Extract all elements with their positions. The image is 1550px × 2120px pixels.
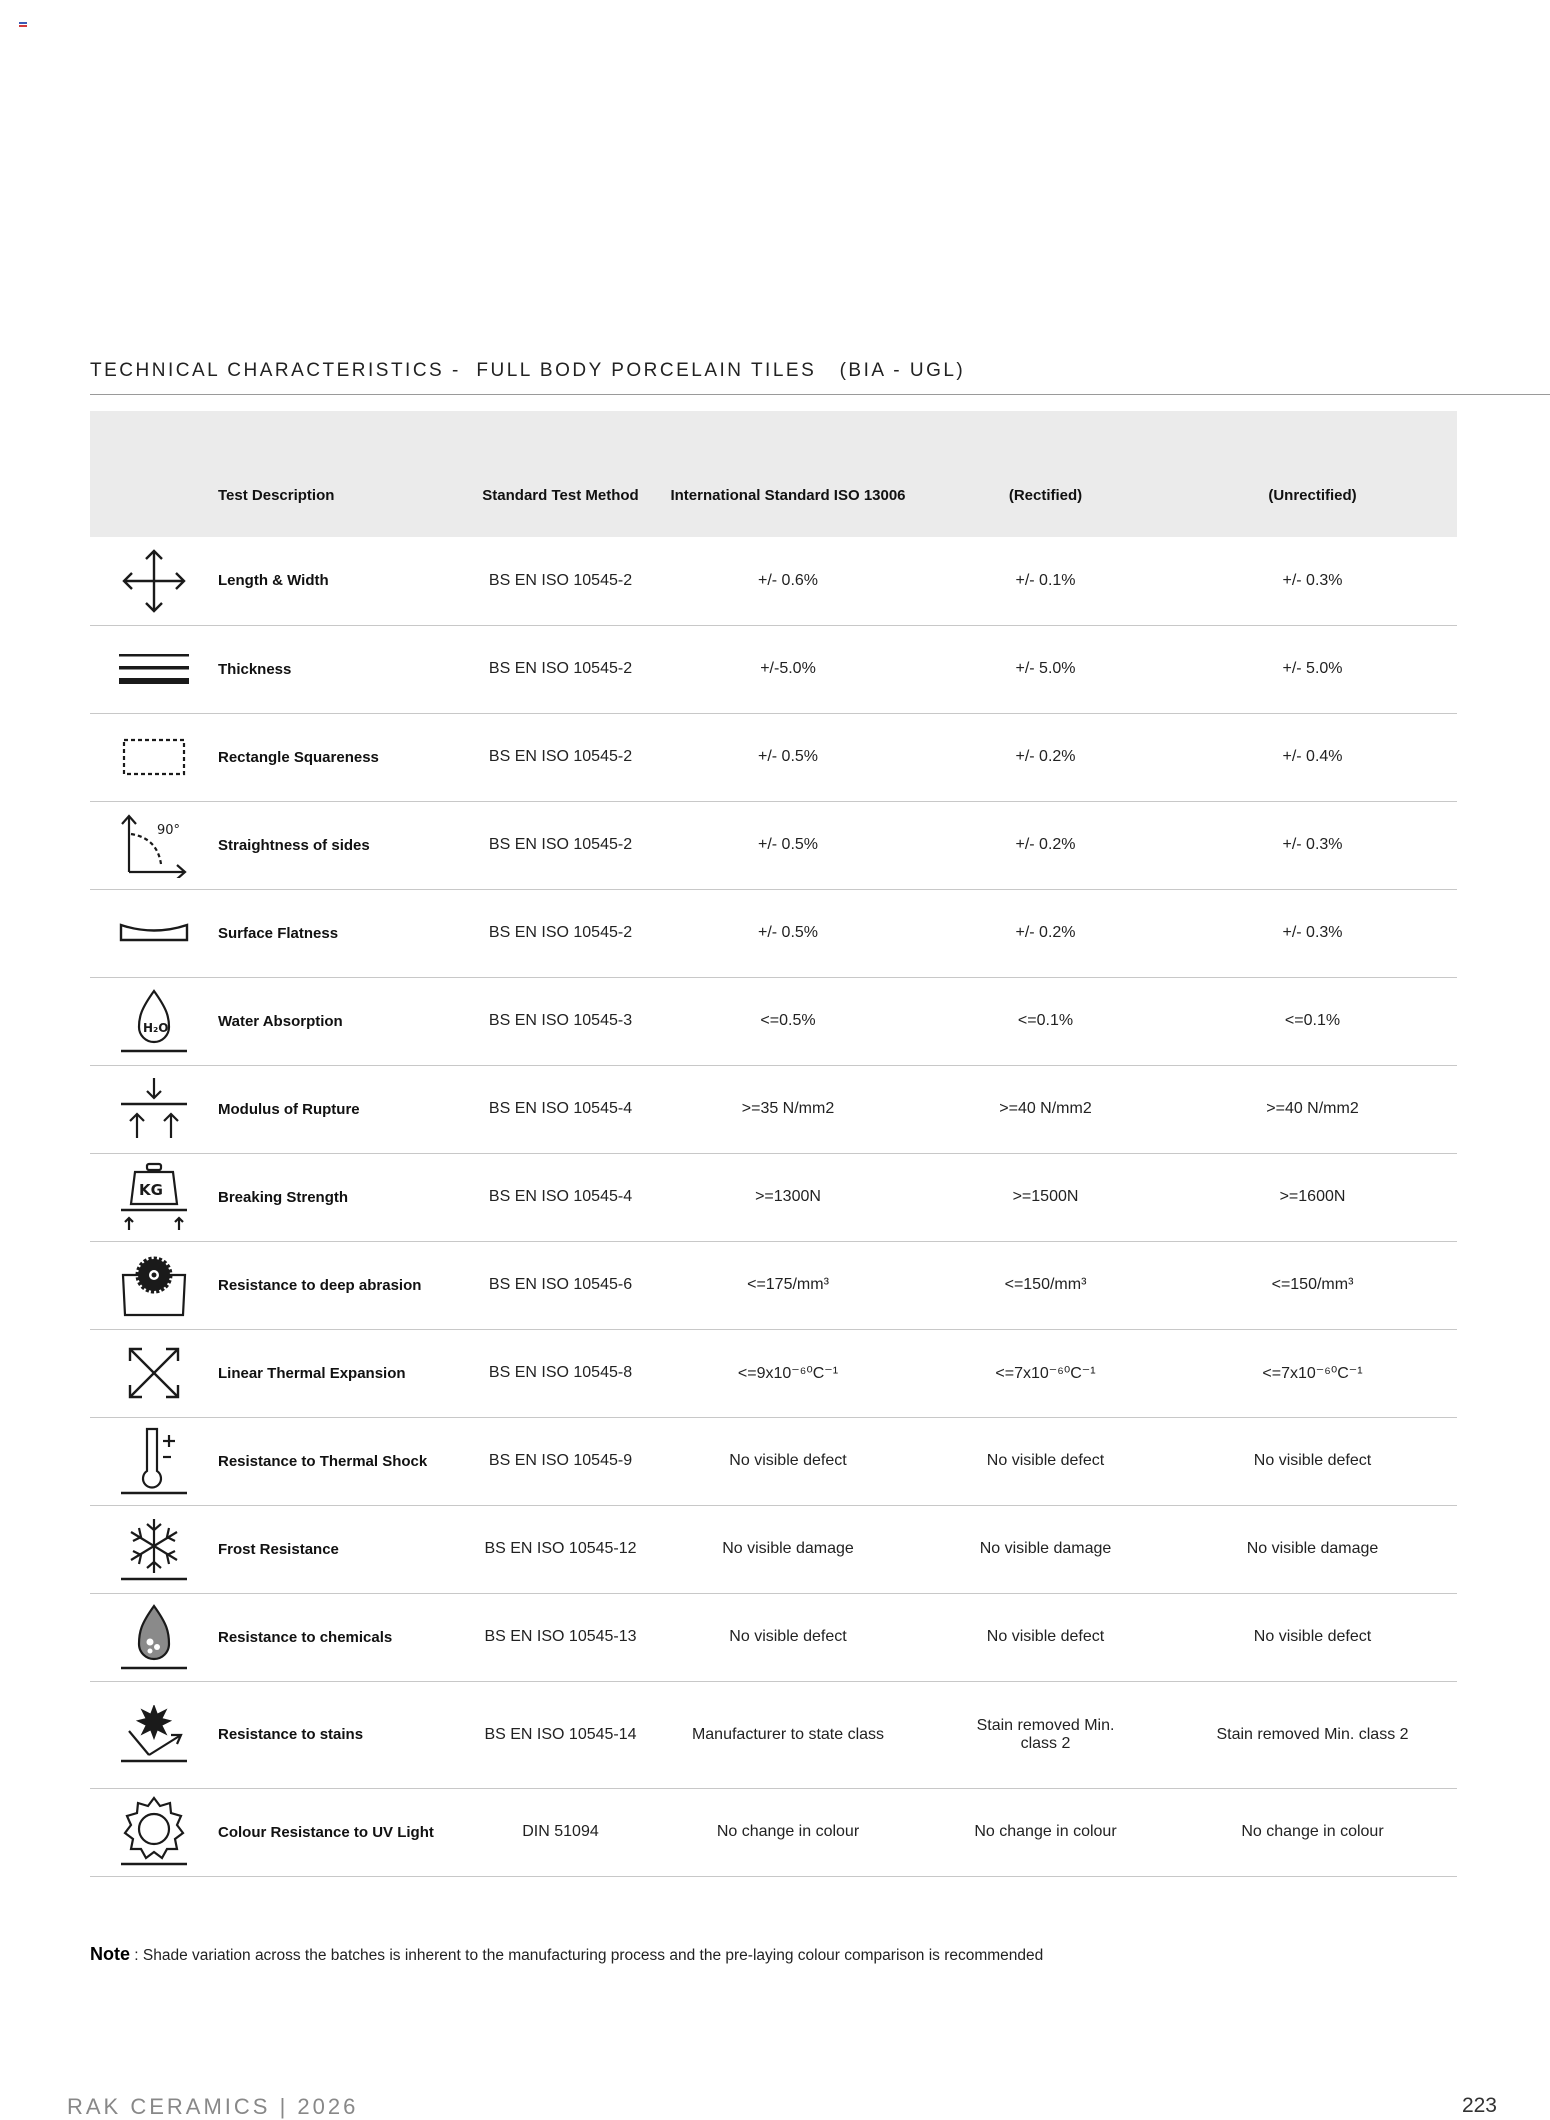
iso-value: No visible defect — [729, 1628, 847, 1645]
rectified-value: No visible defect — [986, 1628, 1105, 1645]
specifications-group-label: RAK Ceramics Specifications — [1125, 436, 1315, 452]
sun-icon — [90, 1788, 218, 1876]
technical-characteristics-table — [90, 411, 1457, 1877]
iso-value: <=0.5% — [760, 1012, 816, 1029]
table-row — [90, 1065, 1457, 1153]
rectified-value: >=1500N — [1012, 1188, 1079, 1205]
unrectified-value: Stain removed Min. class 2 — [1216, 1725, 1409, 1743]
test-method: BS EN ISO 10545-2 — [488, 748, 633, 765]
unrectified-value: +/- 0.3% — [1282, 924, 1343, 941]
svg-text:KG: KG — [139, 1181, 163, 1199]
test-method: BS EN ISO 10545-9 — [488, 1452, 633, 1469]
test-description: Colour Resistance to UV Light — [218, 1823, 434, 1841]
table-row — [90, 1593, 1457, 1681]
table-row — [90, 625, 1457, 713]
table-row — [90, 537, 1457, 625]
test-method: BS EN ISO 10545-14 — [484, 1725, 637, 1743]
snowflake-icon — [90, 1505, 218, 1593]
table-header-row — [90, 411, 1457, 537]
unrectified-value: >=40 N/mm2 — [1266, 1100, 1359, 1117]
test-method: BS EN ISO 10545-2 — [488, 924, 633, 941]
icon-column-header — [90, 411, 218, 537]
iso-value: +/- 0.6% — [757, 571, 819, 589]
rectified-value: >=40 N/mm2 — [999, 1100, 1092, 1117]
table-row — [90, 1153, 1457, 1241]
table-row — [90, 1329, 1457, 1417]
expansion-arrows-icon — [90, 1329, 218, 1417]
rectified-value: <=0.1% — [1017, 1012, 1074, 1029]
test-method: BS EN ISO 10545-2 — [488, 836, 633, 853]
iso-value: >=35 N/mm2 — [741, 1100, 835, 1117]
footer-brand: RAK CERAMICS | 2026 — [67, 2094, 359, 2119]
unrectified-value: +/- 0.3% — [1282, 571, 1343, 589]
test-method: BS EN ISO 10545-3 — [488, 1012, 633, 1029]
iso-value: >=1300N — [755, 1188, 821, 1205]
unrectified-value: <=0.1% — [1284, 1012, 1341, 1029]
iso-value: +/- 0.5% — [757, 748, 819, 765]
right-angle-icon — [90, 801, 218, 889]
iso-value: +/-5.0% — [760, 660, 816, 677]
table-row — [90, 1681, 1457, 1788]
iso-value: +/- 0.5% — [757, 836, 819, 853]
test-description: Linear Thermal Expansion — [218, 1364, 406, 1382]
iso-value: <=175/mm³ — [747, 1276, 829, 1293]
test-description: Resistance to Thermal Shock — [218, 1452, 428, 1470]
rectified-value: +/- 0.2% — [1015, 748, 1076, 765]
test-description: Resistance to stains — [218, 1726, 364, 1743]
abrasion-disc-icon — [90, 1241, 218, 1329]
force-arrows-icon — [90, 1065, 218, 1153]
table-row — [90, 1417, 1457, 1505]
rectified-value: No visible defect — [986, 1452, 1105, 1469]
table-row — [90, 1241, 1457, 1329]
corner-mark — [19, 22, 27, 27]
test-method: BS EN ISO 10545-13 — [484, 1628, 637, 1645]
note — [90, 1944, 1043, 1965]
unrectified-value: No visible defect — [1253, 1452, 1372, 1469]
svg-text:H₂O: H₂O — [143, 1021, 169, 1035]
table-row — [90, 801, 1457, 889]
page-title: TECHNICAL CHARACTERISTICS - FULL BODY PORCELAIN TILES (BIA - UGL) — [90, 360, 966, 381]
header-unrectified: (Unrectified) — [1268, 487, 1357, 504]
table-row — [90, 977, 1457, 1065]
unrectified-value: No change in colour — [1241, 1823, 1384, 1840]
header-test-description: Test Description — [218, 487, 335, 504]
rectified-value: No visible damage — [979, 1540, 1112, 1557]
header-iso-13006: International Standard ISO 13006 — [670, 487, 906, 504]
test-method: BS EN ISO 10545-8 — [488, 1364, 633, 1381]
stain-icon — [90, 1681, 218, 1788]
table-row — [90, 1788, 1457, 1876]
water-drop-icon — [90, 977, 218, 1065]
thickness-lines-icon — [90, 625, 218, 713]
unrectified-value: +/- 0.4% — [1282, 748, 1343, 765]
iso-value: No visible damage — [722, 1540, 854, 1557]
iso-value: <=9x10⁻⁶⁰C⁻¹ — [737, 1365, 839, 1382]
rectified-value: +/- 0.1% — [1015, 571, 1076, 589]
rectified-value: +/- 5.0% — [1015, 660, 1076, 677]
heading-divider — [90, 394, 1550, 395]
unrectified-value: No visible defect — [1253, 1628, 1372, 1645]
chemical-drop-icon — [90, 1593, 218, 1681]
iso-value: Manufacturer to state class — [691, 1725, 885, 1743]
thermometer-icon — [90, 1417, 218, 1505]
iso-value: +/- 0.5% — [757, 924, 819, 941]
test-description: Length & Width — [218, 572, 329, 590]
test-description: Resistance to chemicals — [218, 1628, 393, 1646]
page-number: 223 — [1461, 2094, 1497, 2117]
note-text: : Shade variation across the batches is inherent to the manufacturing process and the pre-laying colour comparison is recommended — [130, 1947, 1044, 1964]
rectified-value: +/- 0.2% — [1015, 924, 1076, 941]
table-row — [90, 713, 1457, 801]
weight-kg-icon — [90, 1153, 218, 1241]
unrectified-value: No visible damage — [1246, 1540, 1379, 1557]
svg-text:90°: 90° — [157, 823, 181, 838]
rectified-value: Stain removed Min. class 2 — [976, 1716, 1115, 1752]
arrows-cross-icon — [90, 537, 218, 625]
test-description: Resistance to deep abrasion — [218, 1276, 422, 1294]
test-method: BS EN ISO 10545-12 — [484, 1540, 637, 1557]
table-row — [90, 1505, 1457, 1593]
test-description: Modulus of Rupture — [218, 1100, 360, 1118]
test-description: Frost Resistance — [218, 1540, 339, 1558]
rectified-value: +/- 0.2% — [1015, 836, 1076, 853]
rectified-value: <=150/mm³ — [1004, 1276, 1087, 1293]
test-description: Breaking Strength — [218, 1188, 349, 1206]
test-description: Water Absorption — [218, 1012, 343, 1030]
unrectified-value: +/- 0.3% — [1282, 836, 1343, 853]
test-method: DIN 51094 — [522, 1823, 599, 1840]
header-rectified: (Rectified) — [1008, 487, 1083, 504]
iso-value: No visible defect — [729, 1452, 847, 1469]
test-method: BS EN ISO 10545-2 — [488, 660, 633, 677]
unrectified-value: >=1600N — [1279, 1188, 1346, 1205]
test-description: Thickness — [218, 660, 292, 678]
iso-value: No change in colour — [716, 1823, 860, 1840]
test-method: BS EN ISO 10545-4 — [488, 1100, 633, 1117]
test-description: Surface Flatness — [218, 924, 339, 942]
test-description: Straightness of sides — [218, 836, 370, 854]
table-row — [90, 889, 1457, 977]
header-standard-test-method: Standard Test Method — [482, 487, 639, 504]
unrectified-value: <=7x10⁻⁶⁰C⁻¹ — [1262, 1365, 1363, 1382]
rectified-value: <=7x10⁻⁶⁰C⁻¹ — [995, 1365, 1096, 1382]
test-method: BS EN ISO 10545-4 — [488, 1188, 633, 1205]
unrectified-value: +/- 5.0% — [1282, 660, 1343, 677]
test-method: BS EN ISO 10545-6 — [488, 1276, 633, 1293]
unrectified-value: <=150/mm³ — [1271, 1276, 1354, 1293]
test-description: Rectangle Squareness — [218, 748, 379, 766]
note-label: Note — [90, 1944, 130, 1964]
curved-surface-icon — [90, 889, 218, 977]
dashed-rectangle-icon — [90, 713, 218, 801]
test-method: BS EN ISO 10545-2 — [488, 571, 633, 589]
rectified-value: No change in colour — [974, 1823, 1117, 1840]
